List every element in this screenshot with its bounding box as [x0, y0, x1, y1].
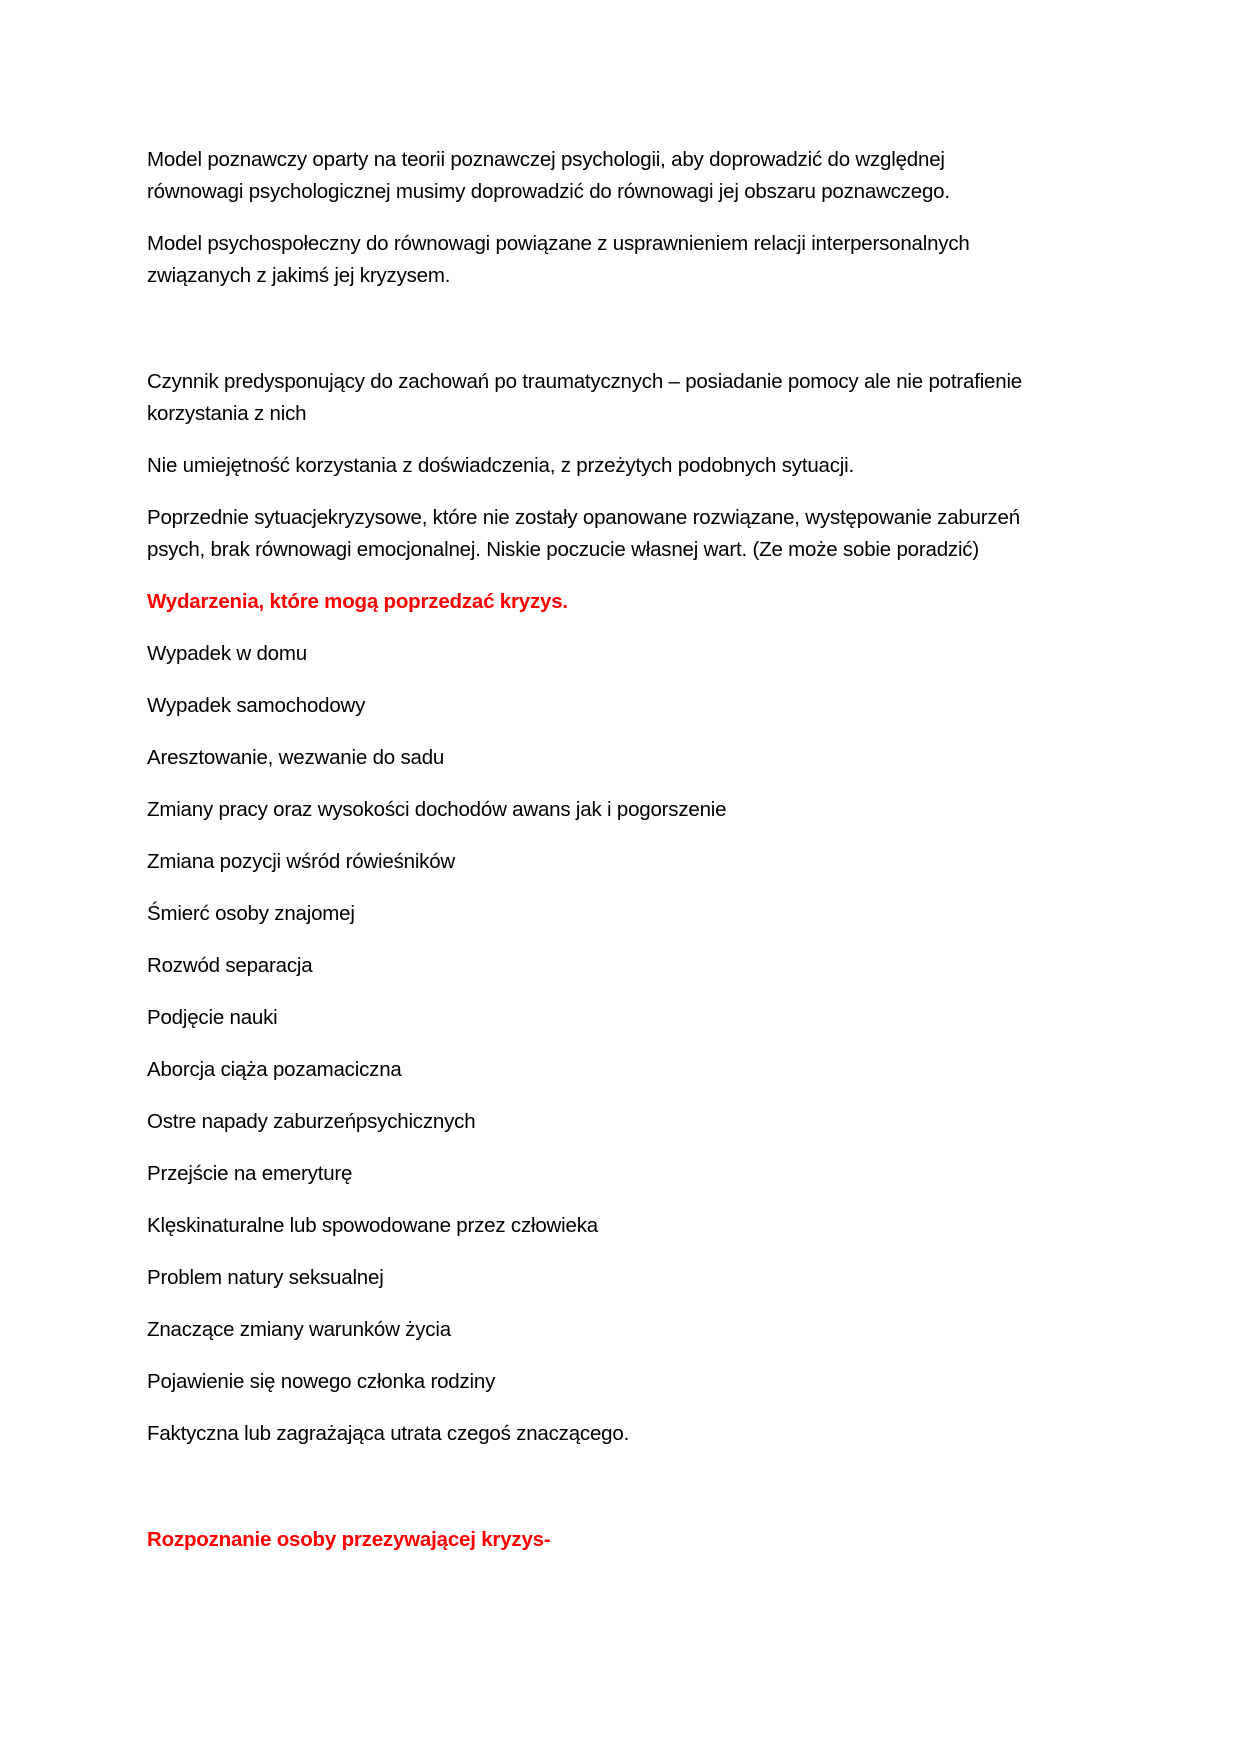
text-line: Model psychospołeczny do równowagi powiązane z usprawnieniem relacji interpersonalnych [147, 232, 970, 255]
list-item: Pojawienie się nowego członka rodziny [147, 1370, 496, 1393]
recognition-heading: Rozpoznanie osoby przezywającej kryzys- [147, 1528, 551, 1551]
blank-space [147, 312, 1107, 366]
list-item: Zmiana pozycji wśród rówieśników [147, 850, 456, 873]
events-heading: Wydarzenia, które mogą poprzedzać kryzys. [147, 590, 568, 613]
text-line: Czynnik predysponujący do zachowań po traumatycznych – posiadanie pomocy ale nie potrafienie [147, 370, 1023, 393]
list-item: Aresztowanie, wezwanie do sadu [147, 746, 445, 769]
list-item: Śmierć osoby znajomej [147, 902, 355, 925]
paragraph-psychosocial-model [147, 228, 1107, 292]
paragraph-previous-crises [147, 502, 1107, 566]
text-line: psych, brak równowagi emocjonalnej. Niskie poczucie własnej wart. (Ze może sobie poradzić) [147, 538, 979, 561]
text-line: równowagi psychologicznej musimy doprowadzić do równowagi jej obszaru poznawczego. [147, 180, 950, 203]
blank-space [147, 1470, 1107, 1524]
list-item: Wypadek samochodowy [147, 694, 366, 717]
list-item: Znaczące zmiany warunków życia [147, 1318, 451, 1341]
list-item: Zmiany pracy oraz wysokości dochodów awans jak i pogorszenie [147, 798, 727, 821]
list-item: Faktyczna lub zagrażająca utrata czegoś znaczącego. [147, 1422, 630, 1445]
paragraph-cognitive-model [147, 144, 1107, 208]
list-item: Aborcja ciąża pozamaciczna [147, 1058, 402, 1081]
document-body [147, 144, 1107, 1576]
text-line: Poprzednie sytuacjekryzysowe, które nie zostały opanowane rozwiązane, występowanie zaburzeń [147, 506, 1020, 529]
list-item: Ostre napady zaburzeńpsychicznych [147, 1110, 476, 1133]
list-item: Wypadek w domu [147, 642, 307, 665]
text-line: korzystania z nich [147, 402, 307, 425]
list-item: Przejście na emeryturę [147, 1162, 353, 1185]
paragraph-predisposing-factor [147, 366, 1107, 430]
paragraph-experience-factor [147, 450, 1107, 482]
list-item: Podjęcie nauki [147, 1006, 278, 1029]
text-line: związanych z jakimś jej kryzysem. [147, 264, 451, 287]
text-line: Model poznawczy oparty na teorii poznawczej psychologii, aby doprowadzić do względnej [147, 148, 945, 171]
text-line: Nie umiejętność korzystania z doświadczenia, z przeżytych podobnych sytuacji. [147, 454, 854, 477]
list-item: Rozwód separacja [147, 954, 313, 977]
list-item: Problem natury seksualnej [147, 1266, 384, 1289]
list-item: Klęskinaturalne lub spowodowane przez człowieka [147, 1214, 598, 1237]
